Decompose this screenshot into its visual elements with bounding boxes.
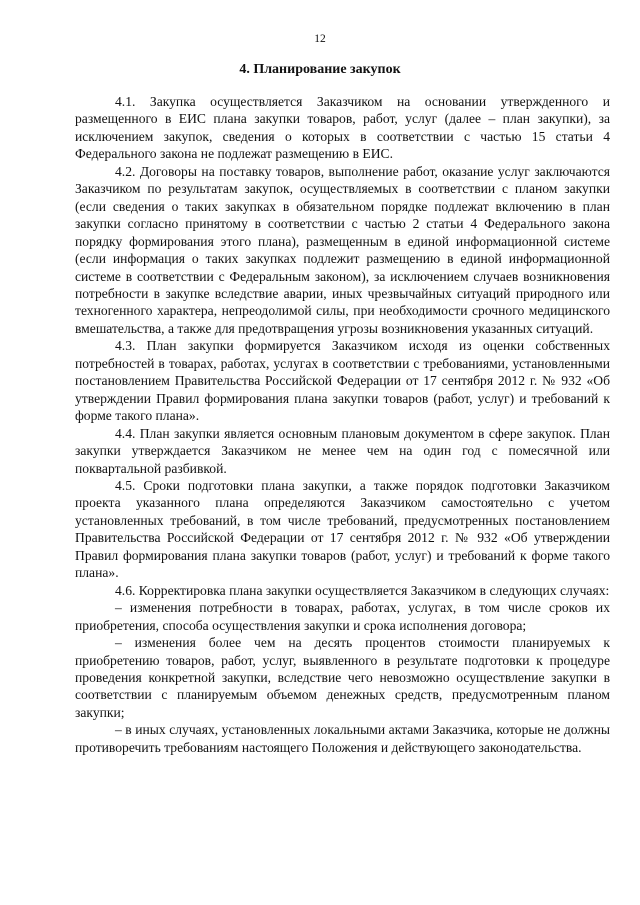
list-item-demand-change: – изменения потребности в товарах, работах, услугах, в том числе сроков их приобретения, способа осуществления закупки и срока исполнения договора; xyxy=(75,600,610,633)
section-body xyxy=(75,93,610,756)
paragraph-4-6: 4.6. Корректировка плана закупки осуществляется Заказчиком в следующих случаях: xyxy=(115,582,610,598)
list-item-other-cases: – в иных случаях, установленных локальными актами Заказчика, которые не должны противоречить требованиям настоящего Положения и действующего законодательства. xyxy=(75,722,610,755)
paragraph-4-1: 4.1. Закупка осуществляется Заказчиком на основании утвержденного и размещенного в ЕИС плана закупки товаров, работ, услуг (далее – план закупки), за исключением закупок, сведения о которых в соответствии с частью 15 статьи 4 Федерального закона не подлежат размещению в ЕИС. xyxy=(75,94,610,162)
paragraph-4-2: 4.2. Договоры на поставку товаров, выполнение работ, оказание услуг заключаются Заказчиком по результатам закупок, осуществляемых в соответствии с планом закупки (если сведения о таких закупках в обязательном порядке подлежат включению в план закупки согласно принятому в соответствии с частью 2 статьи 4 Федерального закона порядку формирования этого плана), размещенным в единой информационной системе (если информация о таких закупках подлежит размещению в единой информационной системе в соответствии с Федеральным законом), за исключением случаев возникновения потребности в закупке вследствие аварии, иных чрезвычайных ситуаций природного или техногенного характера, непреодолимой силы, при необходимости срочного медицинского вмешательства, а также для предотвращения угрозы возникновения указанных ситуаций. xyxy=(75,163,610,336)
page-number: 12 xyxy=(314,33,326,45)
section-title: 4. Планирование закупок xyxy=(239,62,401,77)
paragraph-4-5: 4.5. Сроки подготовки плана закупки, а также порядок подготовки Заказчиком проекта указанного плана определяются Заказчиком самостоятельно с учетом установленных требований, в том числе требований, предусмотренных постановлением Правительства Российской Федерации от 17 сентября 2012 г. № 932 «Об утверждении Правил формирования плана закупки товаров (работ, услуг) и требований к форме такого плана». xyxy=(75,477,610,581)
paragraph-4-3: 4.3. План закупки формируется Заказчиком исходя из оценки собственных потребностей в товарах, работах, услугах в соответствии с требованиями, установленными постановлением Правительства Российской Федерации от 17 сентября 2012 г. № 932 «Об утверждении Правил формирования плана закупки товаров (работ, услуг) и требований к форме такого плана». xyxy=(75,338,610,424)
paragraph-4-4: 4.4. План закупки является основным плановым документом в сфере закупок. План закупки утверждается Заказчиком не менее чем на один год с помесячной или поквартальной разбивкой. xyxy=(75,425,610,476)
list-item-cost-change: – изменения более чем на десять процентов стоимости планируемых к приобретению товаров, работ, услуг, выявленного в результате подготовки к процедуре проведения конкретной закупки, вследствие чего невозможно осуществление закупки в соответствии с планируемым объемом денежных средств, предусмотренным планом закупки; xyxy=(75,635,610,720)
